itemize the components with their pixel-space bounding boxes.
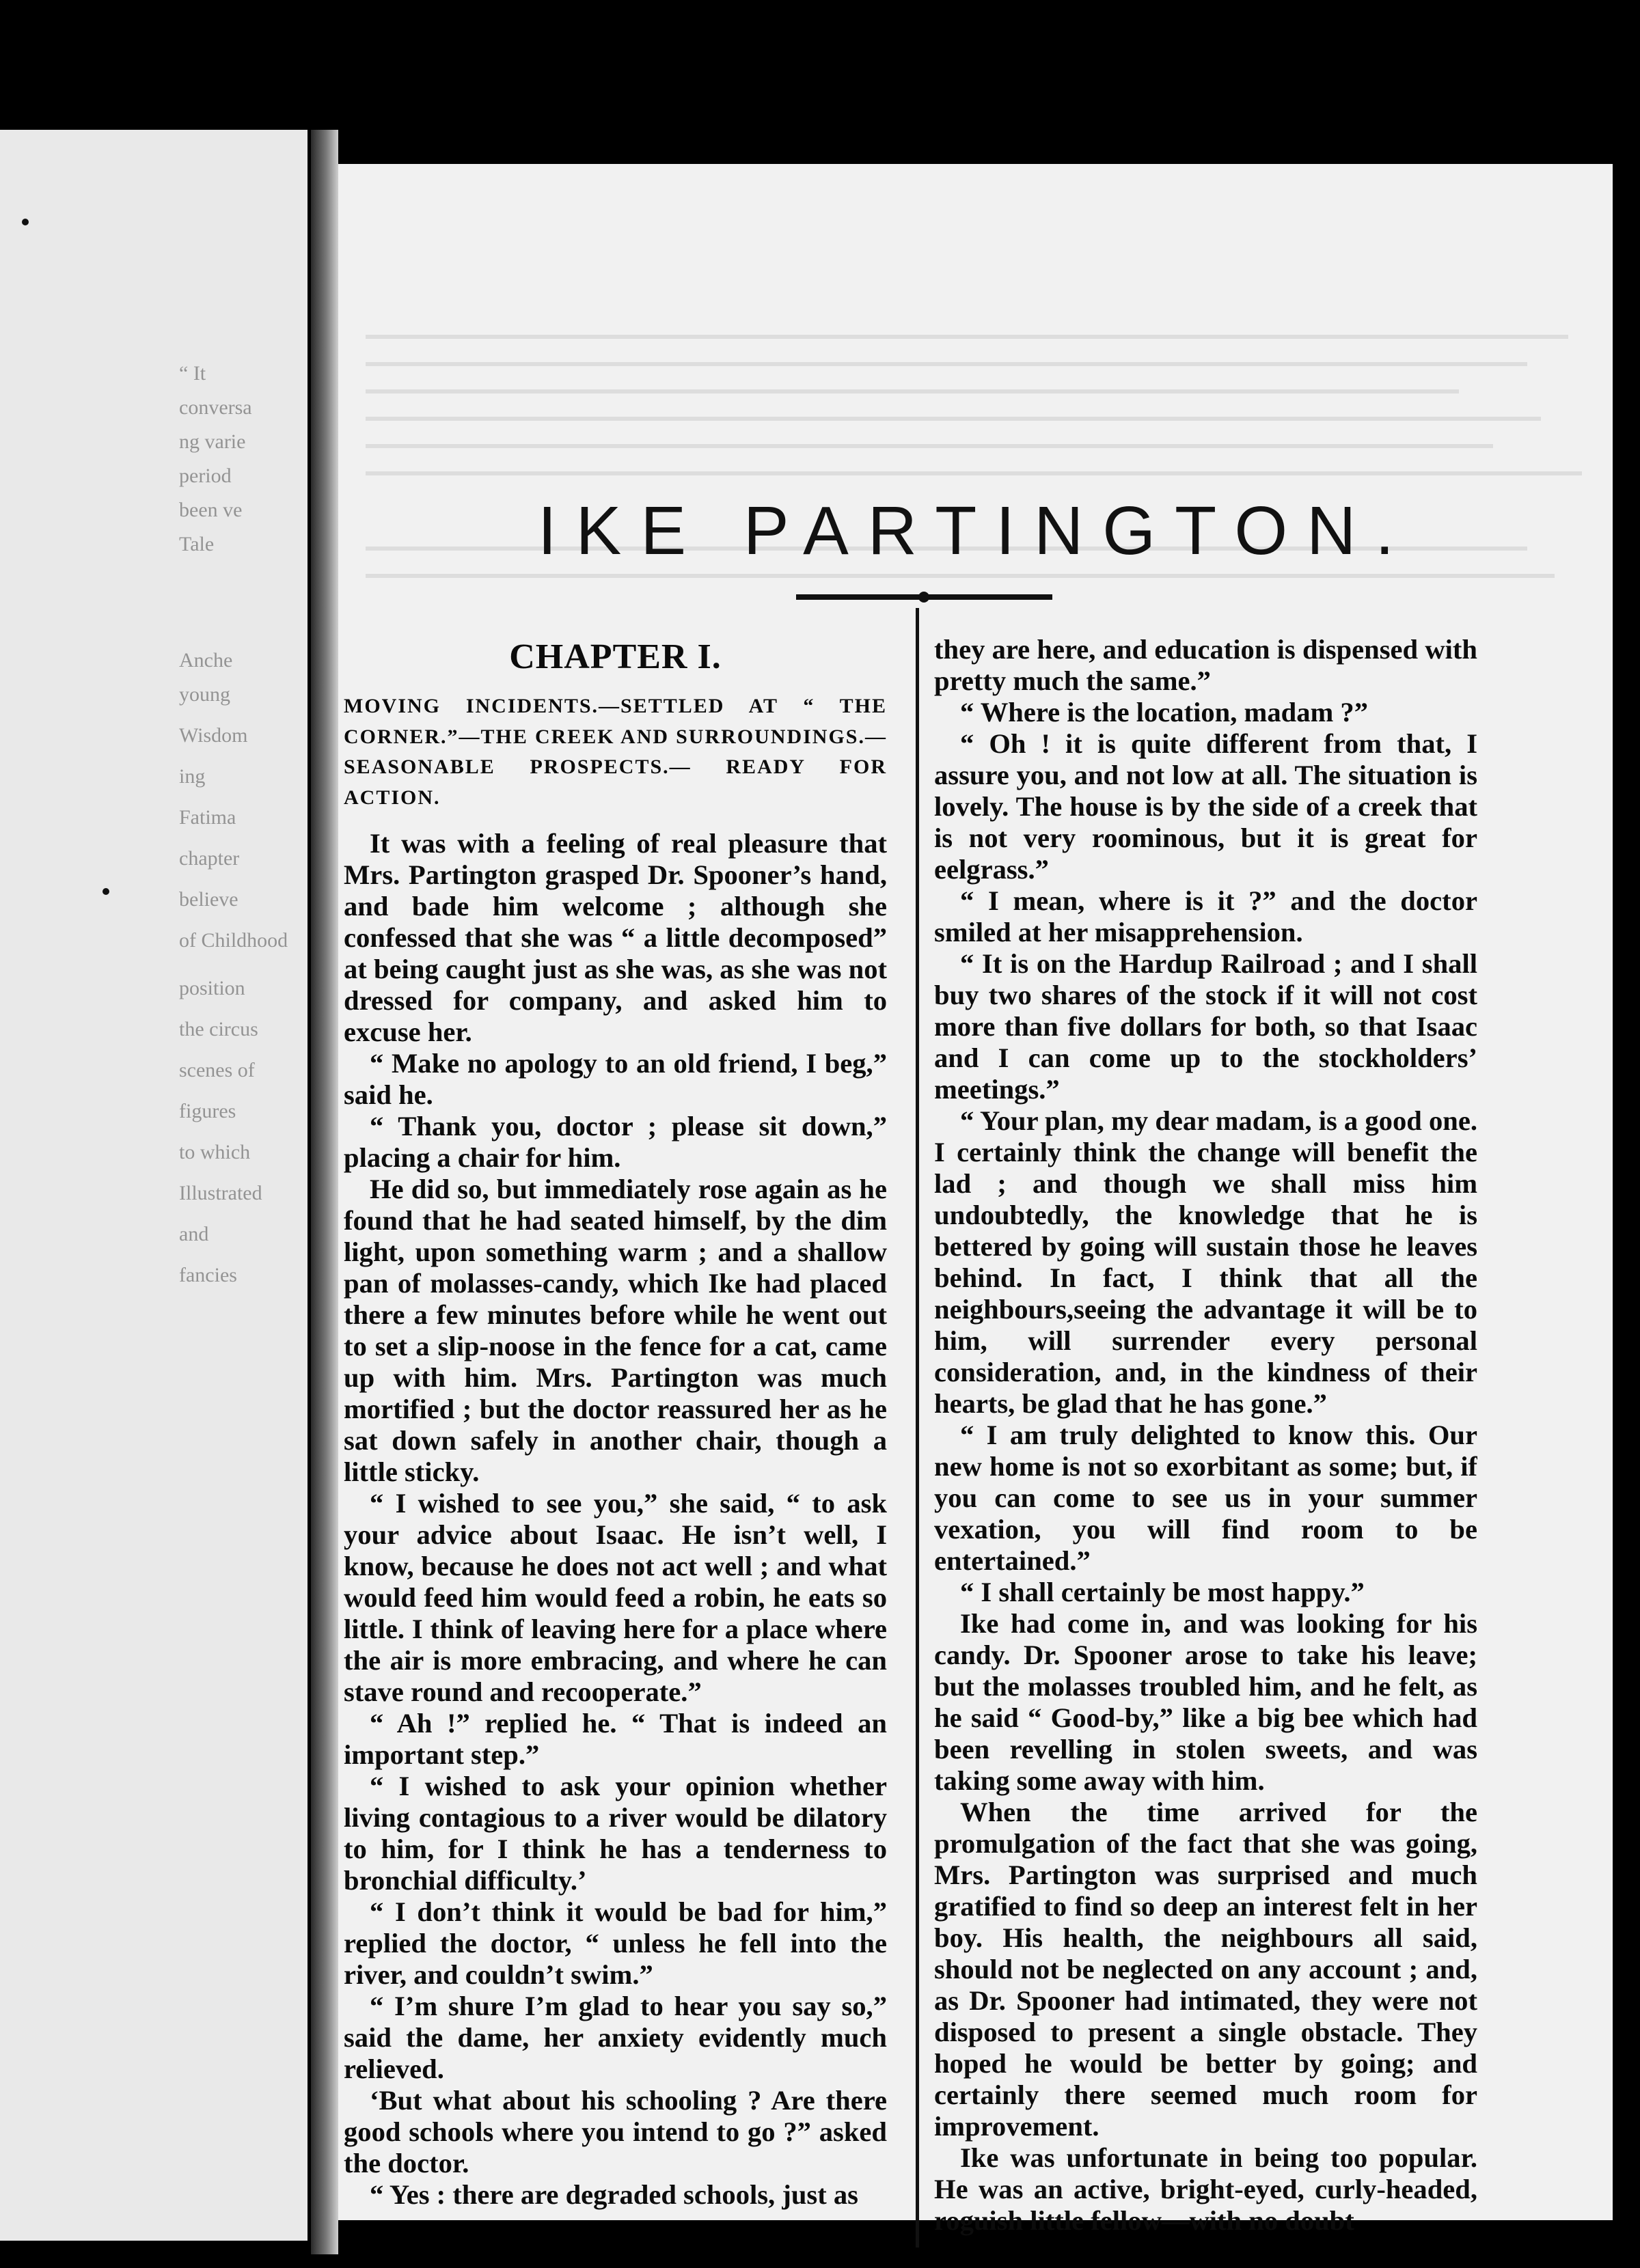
left-page-fragment: and: [179, 1223, 209, 1245]
paragraph: When the time arrived for the promulgation of the fact that she was going, Mrs. Partington was surprised and much gratified to find so deep an interest felt in her boy. His health, the neighbours all said, should not be neglected on any account ; and, as Dr. Spooner had intimated, they were not disposed to present a single obstacle. They hoped he would be better by going; and certainly there seemed much room for improvement.: [934, 1797, 1477, 2142]
title-ornament-rule: [796, 587, 1052, 607]
paragraph: they are here, and education is dispensed with pretty much the same.”: [934, 634, 1477, 696]
left-column-text: [344, 828, 887, 2211]
paragraph: “ I’m shure I’m glad to hear you say so,” said the dame, her anxiety evidently much relieved.: [344, 1991, 887, 2084]
paragraph: “ I wished to see you,” she said, “ to ask your advice about Isaac. He isn’t well, I know, because he does not act well ; and what would feed him would feed a robin, he eats so little. I think of leaving here for a place where the air is more embracing, and where he can stave round and recooperate.”: [344, 1488, 887, 1707]
left-page-fragment: ng varie: [179, 430, 246, 453]
page-title: IKE PARTINGTON.: [537, 493, 1414, 569]
paragraph: “ I am truly delighted to know this. Our new home is not so exorbitant as some; but, if you can come to see us in your summer vexation, you will find room to be entertained.”: [934, 1420, 1477, 1576]
right-column: [934, 634, 1477, 2253]
left-page-fragment: Fatima: [179, 806, 236, 829]
paragraph: ‘But what about his schooling ? Are there good schools where you intend to go ?” asked the doctor.: [344, 2085, 887, 2179]
left-page-fragment: conversa: [179, 396, 252, 419]
left-page-fragment: Tale: [179, 533, 215, 555]
paragraph: “ It is on the Hardup Railroad ; and I shall buy two shares of the stock if it will not cost more than five dollars for both, so that Isaac and I can come up to the stockholders’ meetings.”: [934, 948, 1477, 1105]
left-page-fragment: of Childhood: [179, 929, 288, 952]
column-divider: [916, 608, 919, 2248]
left-page-fragment: been ve: [179, 499, 243, 521]
left-page-fragment: young: [179, 683, 230, 706]
paragraph: “ I shall certainly be most happy.”: [960, 1577, 1365, 1607]
ink-speck: [22, 219, 29, 225]
paragraph: He did so, but immediately rose again as he found that he had seated himself, by the dim light, upon something warm ; and a shallow pan of molasses-candy, which Ike had placed there a few minutes before while he went out to set a slip-noose in the fence for a cat, came up with him. Mrs. Partington was much mortified ; but the doctor reassured her as he sat down safely in another chair, though a little sticky.: [344, 1174, 887, 1487]
paragraph: “ Your plan, my dear madam, is a good one. I certainly think the change will benefit the lad ; and though we shall miss him undoubtedly, the knowledge that he is bettered by going will sustain those he leaves behind. In fact, I think that all the neighbours,seeing the advantage it will be to him, will surrender every personal consideration, and, in the kindness of their hearts, be glad that he has gone.”: [934, 1105, 1477, 1419]
binding-gutter: [311, 130, 338, 2254]
paragraph: “ Make no apology to an old friend, I beg,” said he.: [344, 1048, 887, 1110]
paragraph: “ Yes : there are degraded schools, just as: [370, 2179, 858, 2210]
ink-speck: [102, 888, 109, 895]
paragraph: “ Thank you, doctor ; please sit down,” placing a chair for him.: [344, 1111, 887, 1173]
chapter-summary: MOVING INCIDENTS.—SETTLED AT “ THE CORNER.”—THE CREEK AND SURROUNDINGS.— SEASONABLE PROSPECTS.— READY FOR ACTION.: [344, 695, 887, 809]
paragraph: “ I wished to ask your opinion whether living contagious to a river would be dilatory to him, for I think he has a tenderness to bronchial difficulty.’: [344, 1771, 887, 1896]
left-page-fragment: Wisdom: [179, 724, 248, 747]
right-column-text: [934, 697, 1477, 2237]
paragraph: “ I mean, where is it ?” and the doctor smiled at her misapprehension.: [934, 885, 1477, 948]
left-page-fragment: Anche: [179, 649, 233, 672]
left-page-fragment: fancies: [179, 1264, 237, 1286]
left-page: [0, 130, 308, 2241]
left-page-fragment: ing: [179, 765, 206, 788]
left-page-fragment: believe: [179, 888, 238, 911]
left-page-fragment: Illustrated: [179, 1182, 262, 1204]
left-page-fragment: figures: [179, 1100, 236, 1122]
left-column: [344, 628, 887, 2248]
left-page-fragment: “ It: [179, 362, 206, 385]
paragraph: “ Where is the location, madam ?”: [960, 697, 1369, 728]
paragraph: “ Oh ! it is quite different from that, I assure you, and not low at all. The situation is lovely. The house is by the side of a creek that is not very roominous, but it is great for eelgrass.”: [934, 728, 1477, 885]
paragraph: “ I don’t think it would be bad for him,” replied the doctor, “ unless he fell into the river, and couldn’t swim.”: [344, 1896, 887, 1990]
paragraph: “ Ah !” replied he. “ That is indeed an important step.”: [344, 1708, 887, 1770]
left-page-fragment: position: [179, 977, 245, 999]
chapter-heading: CHAPTER I.: [509, 637, 722, 676]
paragraph: Ike had come in, and was looking for his candy. Dr. Spooner arose to take his leave; but the molasses troubled him, and he felt, as he said “ Good-by,” like a big bee which had been revelling in stolen sweets, and was taking some away with him.: [934, 1608, 1477, 1796]
left-page-fragment: chapter: [179, 847, 240, 870]
left-page-fragment: period: [179, 465, 232, 487]
paragraph: Ike was unfortunate in being too popular. He was an active, bright-eyed, curly-headed, roguish little fellow—with no doubt: [934, 2142, 1477, 2236]
paragraph: It was with a feeling of real pleasure that Mrs. Partington grasped Dr. Spooner’s hand, and bade him welcome ; although she confessed that she was “ a little decomposed” at being caught just as she was, as she was not dressed for company, and asked him to excuse her.: [344, 828, 887, 1047]
left-page-fragment: the circus: [179, 1018, 258, 1040]
left-page-fragment: to which: [179, 1141, 251, 1163]
left-page-fragment: scenes of: [179, 1059, 255, 1081]
book-page: [338, 164, 1613, 2236]
